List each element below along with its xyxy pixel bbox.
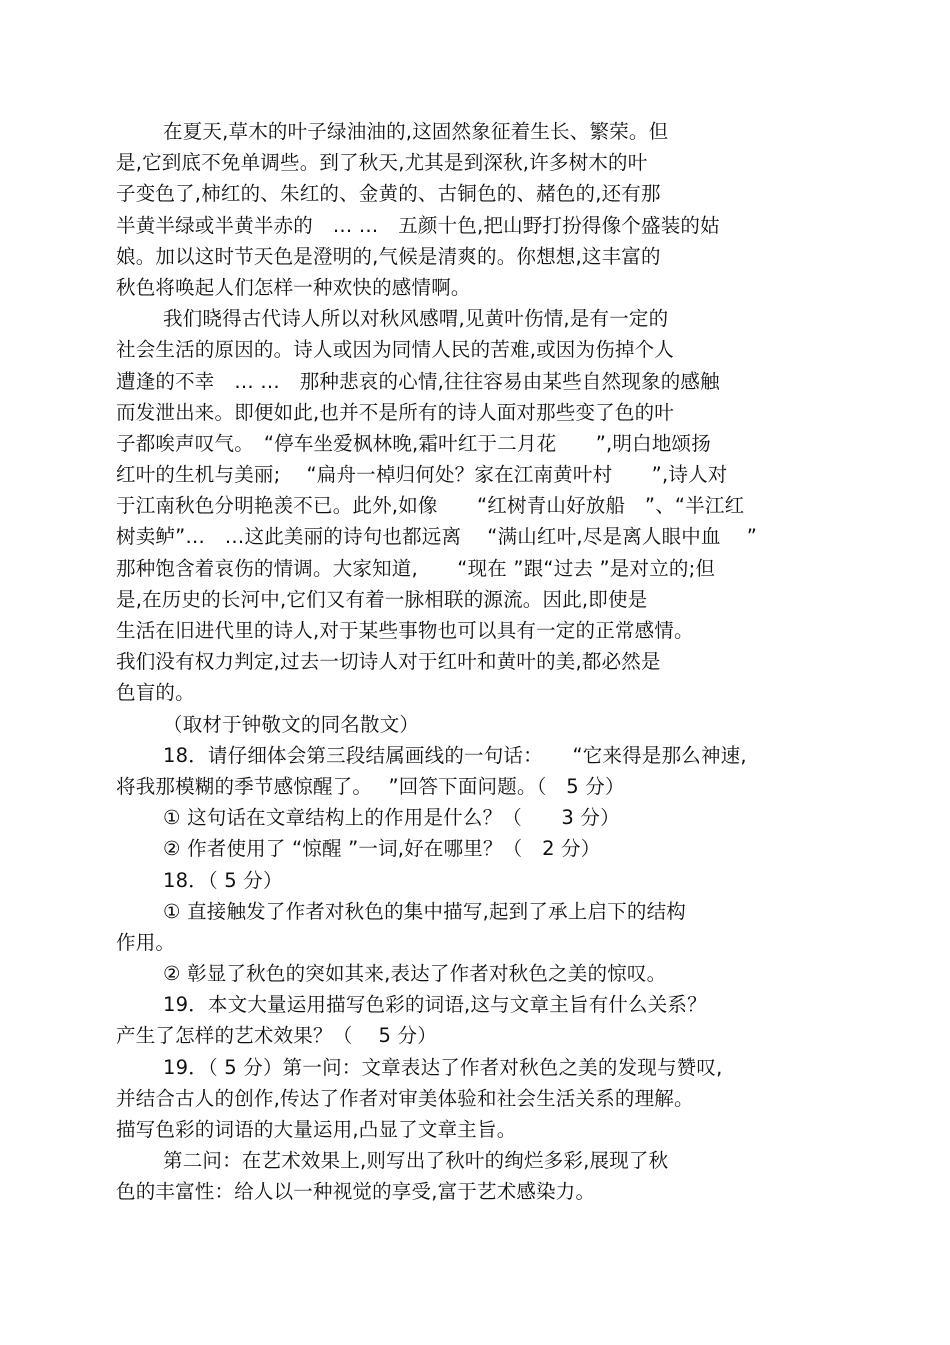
- text-line: 是,在历史的长河中,它们又有着一脉相联的源流。因此,即使是: [116, 587, 648, 611]
- document-body: [116, 116, 836, 1208]
- text-line: 那种饱含着哀伤的情调。大家知道, “现在 ”跟“过去 ”是对立的;但: [116, 556, 716, 580]
- text-line: 于江南秋色分明艳羡不已。此外,如像 “红树青山好放船 ”、“半江红: [116, 494, 745, 518]
- text-line: 遭逢的不幸 … … 那种悲哀的心情,往往容易由某些自然现象的感触: [116, 369, 720, 393]
- text-line: 秋色将唤起人们怎样一种欢快的感情啊。: [116, 275, 471, 299]
- text-line: 色盲的。: [116, 681, 195, 705]
- text-line: ② 彰显了秋色的突如其来,表达了作者对秋色之美的惊叹。: [163, 962, 667, 986]
- text-line: 树卖鲈”… …这此美丽的诗句也都远离 “满山红叶,尽是离人眼中血 ”: [116, 525, 758, 549]
- text-line: 描写色彩的词语的大量运用,凸显了文章主旨。: [116, 1118, 517, 1141]
- text-line: 并结合古人的创作,传达了作者对审美体验和社会生活关系的理解。: [116, 1086, 694, 1110]
- text-line: 红叶的生机与美丽; “扁舟一棹归何处？家在江南黄叶村 ”,诗人对: [116, 463, 728, 487]
- text-line: 生活在旧进代里的诗人,对于某些事物也可以具有一定的正常感情。: [116, 619, 694, 642]
- text-line: 第二问：在艺术效果上,则写出了秋叶的绚烂多彩,展现了秋: [163, 1149, 669, 1173]
- text-line: 娘。加以这时节天色是澄明的,气候是清爽的。你想想,这丰富的: [116, 244, 661, 268]
- text-line: 在夏天,草木的叶子绿油油的,这固然象征着生长、繁荣。但: [163, 120, 669, 143]
- text-line: 子都唉声叹气。 “停车坐爱枫林晚,霜叶红于二月花 ”,明白地颂扬: [116, 431, 711, 455]
- text-line: 色的丰富性：给人以一种视觉的享受,富于艺术感染力。: [116, 1180, 596, 1204]
- text-line: 是,它到底不免单调些。到了秋天,尤其是到深秋,许多树木的叶: [116, 151, 648, 175]
- text-line: 子变色了,柿红的、朱红的、金黄的、古铜色的、赭色的,还有那: [116, 182, 661, 206]
- text-line: 作用。: [116, 930, 176, 954]
- text-line: 我们晓得古代诗人所以对秋风感喟,见黄叶伤情,是有一定的: [163, 307, 669, 331]
- text-line: （取材于钟敬文的同名散文）: [163, 712, 420, 736]
- text-line: 产生了怎样的艺术效果？（ 5 分）: [116, 1024, 437, 1048]
- text-line: ① 直接触发了作者对秋色的集中描写,起到了承上启下的结构: [163, 899, 686, 923]
- text-line: 19．（ 5 分）第一问：文章表达了作者对秋色之美的发现与赞叹,: [163, 1055, 723, 1079]
- text-line: 半黄半绿或半黄半赤的 … … 五颜十色,把山野打扮得像个盛装的姑: [116, 213, 720, 237]
- text-line: 18．请仔细体会第三段结属画线的一句话： “它来得是那么神速,: [163, 743, 747, 767]
- text-line: 而发泄出来。即便如此,也并不是所有的诗人面对那些变了色的叶: [116, 400, 674, 424]
- text-line: 社会生活的原因的。诗人或因为同情人民的苦难,或因为伤掉个人: [116, 338, 674, 362]
- text-line: 18．（ 5 分）: [163, 868, 283, 892]
- text-line: 将我那模糊的季节感惊醒了。 ”回答下面问题。（ 5 分）: [116, 774, 625, 798]
- text-line: ① 这句话在文章结构上的作用是什么？（ 3 分）: [163, 806, 620, 830]
- text-line: 我们没有权力判定,过去一切诗人对于红叶和黄叶的美,都必然是: [116, 650, 661, 674]
- text-line: 19．本文大量运用描写色彩的词语,这与文章主旨有什么关系？: [163, 993, 707, 1017]
- text-line: ② 作者使用了 “惊醒 ”一词,好在哪里？（ 2 分）: [163, 837, 601, 861]
